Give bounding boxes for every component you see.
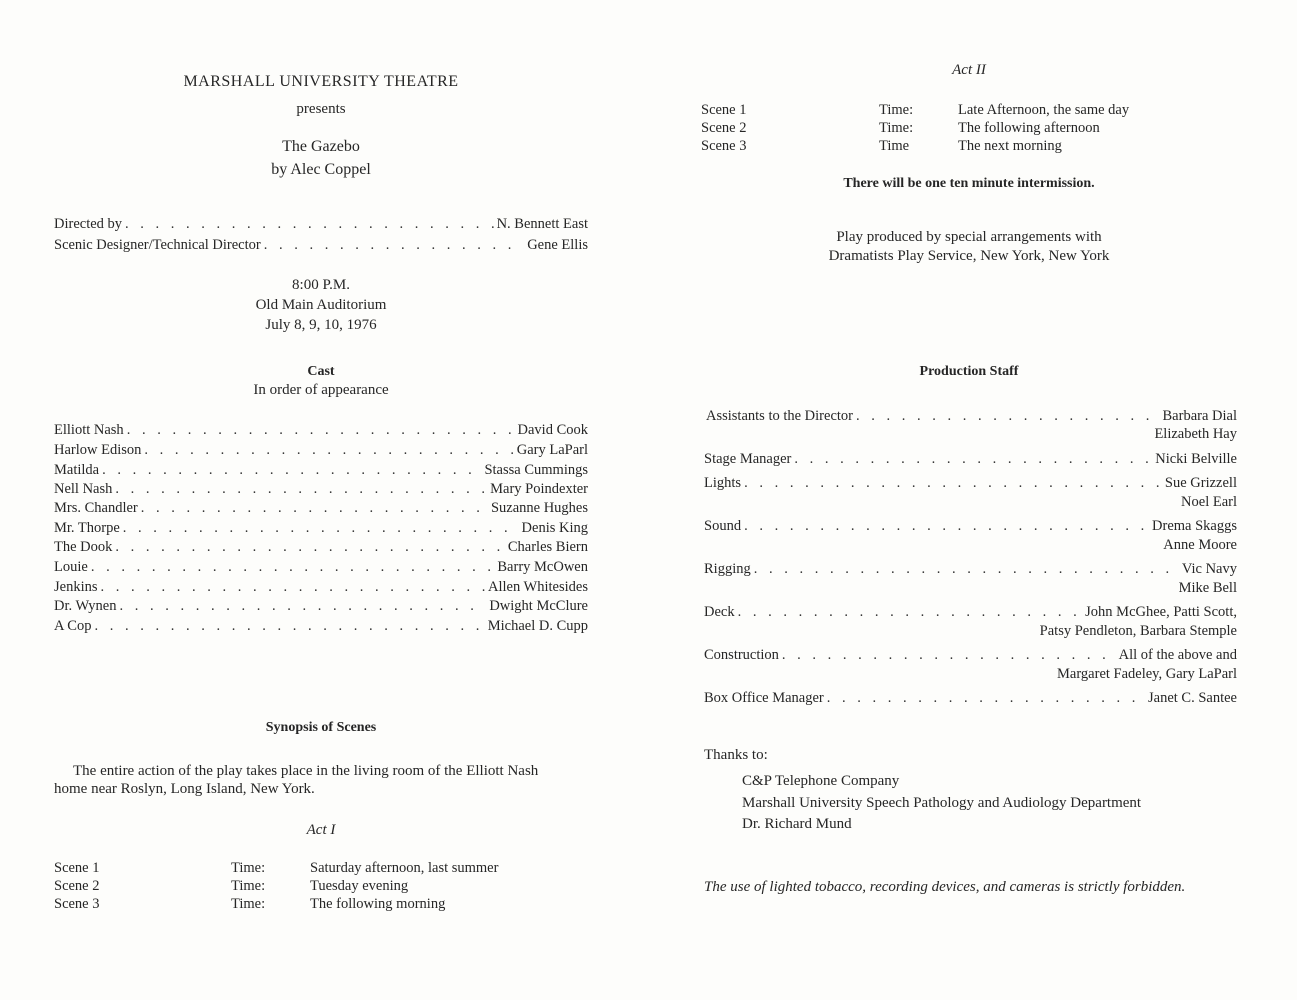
scene-time-label: Time [879,138,910,154]
dot-leader [141,500,488,517]
credit-role: Scenic Designer/Technical Director [54,237,261,253]
staff-name: Janet C. Santee [1148,690,1237,706]
cast-heading: Cast [307,364,335,379]
credit-row [54,216,588,233]
cast-actor: Denis King [521,520,588,536]
staff-row [704,690,1237,707]
cast-role: Nell Nash [54,481,113,497]
cast-subheading: In order of appearance [253,382,389,398]
staff-row [704,518,1237,535]
dot-leader [125,216,494,233]
cast-actor: David Cook [517,422,588,438]
dot-leader [127,422,515,439]
dot-leader [91,559,495,576]
cast-row [54,422,588,439]
cast-role: Mr. Thorpe [54,520,120,536]
staff-row [706,408,1237,425]
synopsis-text-line2: home near Roslyn, Long Island, New York. [54,781,315,797]
scene-time: The next morning [958,138,1062,154]
cast-role: Dr. Wynen [54,598,117,614]
cast-actor: Michael D. Cupp [487,618,588,634]
staff-name-extra: Mike Bell [1178,580,1237,596]
staff-name: John McGhee, Patti Scott, [1085,604,1237,620]
staff-role: Rigging [704,561,751,577]
thanks-heading: Thanks to: [704,747,768,763]
cast-role: Louie [54,559,88,575]
scene-number: Scene 2 [54,878,100,894]
cast-row [54,539,588,556]
cast-actor: Barry McOwen [497,559,588,575]
dot-leader [115,539,504,556]
synopsis-text-line1: The entire action of the play takes place in the living room of the Elliott Nash [73,763,539,779]
play-author: by Alec Coppel [271,161,371,178]
dot-leader [744,475,1162,492]
staff-row [704,451,1237,468]
cast-row [54,520,588,537]
header-presents: presents [296,101,346,117]
staff-name-extra: Patsy Pendleton, Barbara Stemple [1039,623,1237,639]
cast-actor: Gary LaParl [516,442,588,458]
scene-time: The following afternoon [958,120,1100,136]
staff-name: Drema Skaggs [1152,518,1237,534]
staff-role: Construction [704,647,779,663]
cast-row [54,559,588,576]
staff-row [704,647,1237,664]
cast-row [54,462,588,479]
cast-role: Harlow Edison [54,442,142,458]
cast-actor: Stassa Cummings [484,462,588,478]
dot-leader [754,561,1179,578]
cast-row [54,598,588,615]
credit-role: Directed by [54,216,123,232]
staff-name-extra: Margaret Fadeley, Gary LaParl [1057,666,1237,682]
staff-row [704,561,1237,578]
play-title: The Gazebo [282,138,360,155]
scene-number: Scene 2 [701,120,747,136]
staff-name: Vic Navy [1181,561,1237,577]
cast-row [54,579,588,596]
cast-role: Jenkins [54,579,98,595]
scene-time-label: Time: [231,860,266,876]
prohibition-notice: The use of lighted tobacco, recording devices, and cameras is strictly forbidden. [704,879,1186,895]
staff-row [704,475,1237,492]
cast-row [54,442,588,459]
dot-leader [115,481,487,498]
cast-role: Elliott Nash [54,422,124,438]
cast-row [54,481,588,498]
cast-actor: Charles Biern [507,539,588,555]
dot-leader [144,442,513,459]
dot-leader [782,647,1116,664]
thanks-item: Dr. Richard Mund [742,816,852,832]
scene-time: Saturday afternoon, last summer [310,860,499,876]
staff-role: Lights [704,475,742,491]
cast-row [54,618,588,635]
scene-time-label: Time: [879,102,914,118]
staff-role: Assistants to the Director [706,408,853,424]
credit-name: Gene Ellis [527,237,588,253]
staff-role: Deck [704,604,735,620]
cast-role: The Dook [54,539,113,555]
credit-row [54,237,588,254]
staff-name: Sue Grizzell [1164,475,1237,491]
scene-time: The following morning [310,896,446,912]
synopsis-heading: Synopsis of Scenes [265,720,377,735]
thanks-item: Marshall University Speech Pathology and Audiology Department [742,795,1142,811]
scene-time-label: Time: [231,896,266,912]
staff-name: All of the above and [1118,647,1237,663]
dot-leader [123,520,519,537]
dot-leader [101,579,485,596]
cast-actor: Dwight McClure [489,598,588,614]
dot-leader [738,604,1083,621]
staff-name-extra: Noel Earl [1181,494,1237,510]
header-org: MARSHALL UNIVERSITY THEATRE [183,73,459,90]
scene-time-label: Time: [879,120,914,136]
scene-number: Scene 1 [54,860,100,876]
scene-number: Scene 3 [54,896,100,912]
scene-number: Scene 1 [701,102,747,118]
cast-role: Mrs. Chandler [54,500,138,516]
staff-role: Box Office Manager [704,690,824,706]
arrangement-line2: Dramatists Play Service, New York, New York [828,248,1110,264]
staff-row [704,604,1237,621]
cast-actor: Suzanne Hughes [490,500,588,516]
cast-actor: Mary Poindexter [490,481,588,497]
dot-leader [102,462,481,479]
credit-name: N. Bennett East [496,216,588,232]
performance-venue: Old Main Auditorium [255,297,387,313]
scene-time: Late Afternoon, the same day [958,102,1130,118]
thanks-item: C&P Telephone Company [742,773,900,789]
staff-role: Sound [704,518,742,534]
arrangement-line1: Play produced by special arrangements with [836,229,1102,245]
performance-time: 8:00 P.M. [292,277,350,293]
staff-name: Nicki Belville [1155,451,1237,467]
scene-time-label: Time: [231,878,266,894]
act2-heading: Act II [952,62,986,78]
dot-leader [264,237,524,254]
act1-heading: Act I [306,822,336,838]
staff-name: Barbara Dial [1162,408,1237,424]
intermission-note: There will be one ten minute intermission. [843,176,1095,191]
cast-role: A Cop [54,618,92,634]
staff-role: Stage Manager [704,451,792,467]
performance-dates: July 8, 9, 10, 1976 [265,317,377,333]
scene-number: Scene 3 [701,138,747,154]
scene-time: Tuesday evening [310,878,409,894]
dot-leader [744,518,1149,535]
cast-row [54,500,588,517]
dot-leader [794,451,1152,468]
staff-heading: Production Staff [919,364,1019,379]
staff-name-extra: Elizabeth Hay [1154,426,1237,442]
dot-leader [94,618,484,635]
dot-leader [827,690,1145,707]
dot-leader [120,598,487,615]
staff-name-extra: Anne Moore [1163,537,1237,553]
cast-role: Matilda [54,462,100,478]
cast-actor: Allen Whitesides [487,579,588,595]
dot-leader [856,408,1160,425]
